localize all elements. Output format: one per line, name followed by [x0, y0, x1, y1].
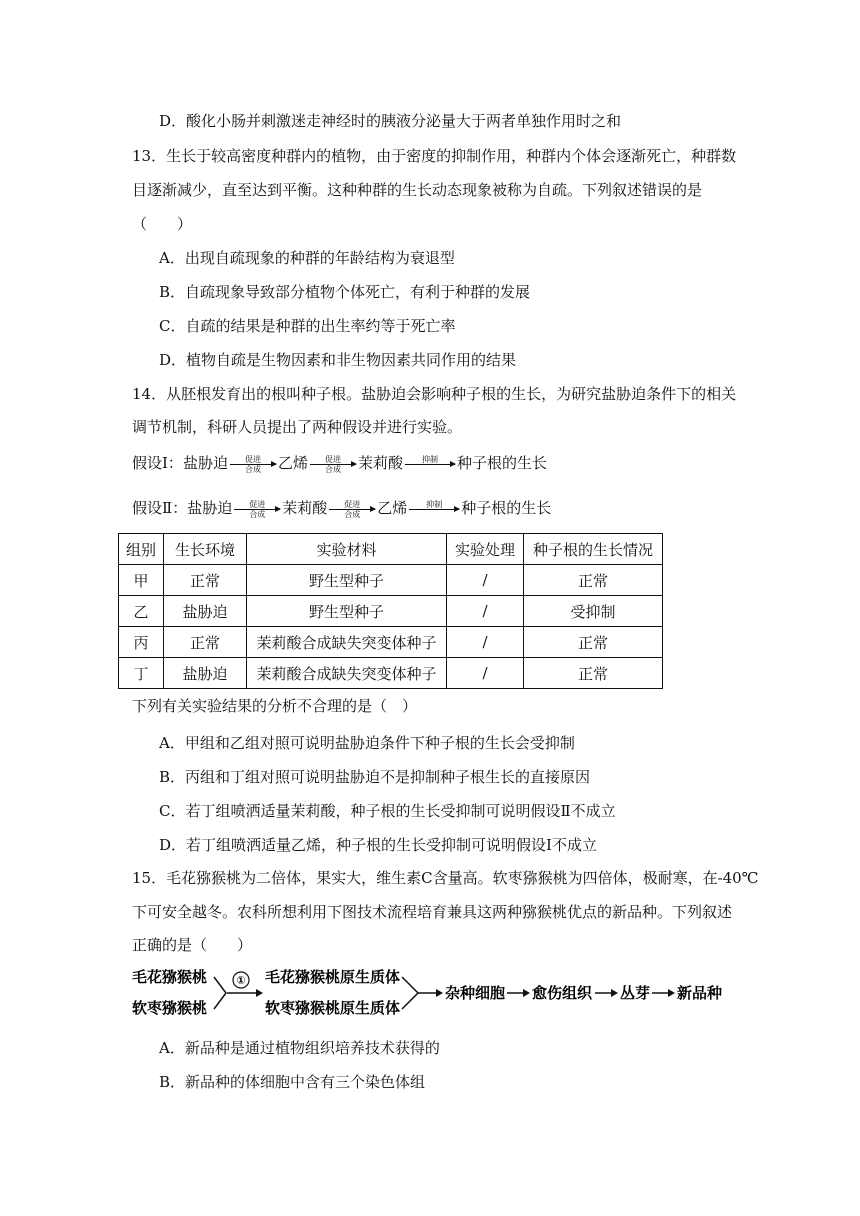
table-cell: 野生型种子	[247, 596, 447, 627]
h1-item: 种子根的生长	[456, 454, 547, 472]
table-header-cell: 实验材料	[247, 534, 447, 565]
flow-chain-3: 丛芽	[620, 984, 651, 1002]
q15-option-a: A．新品种是通过植物组织培养技术获得的	[159, 1039, 440, 1057]
table-row	[119, 658, 663, 689]
table-cell: 丙	[119, 627, 164, 658]
table-header-cell: 实验处理	[447, 534, 524, 565]
table-cell: 茉莉酸合成缺失突变体种子	[247, 658, 447, 689]
flow-protoplast-2: 软枣猕猴桃原生质体	[265, 999, 401, 1017]
arrow-head-icon	[668, 989, 675, 997]
q14-option-c: C．若丁组喷洒适量茉莉酸，种子根的生长受抑制可说明假设Ⅱ不成立	[159, 802, 616, 820]
q13-option-d: D．植物自疏是生物因素和非生物因素共同作用的结果	[159, 351, 517, 369]
promote-arrow: 促进 合成	[234, 500, 280, 519]
table-cell: 甲	[119, 565, 164, 596]
table-header-cell: 组别	[119, 534, 164, 565]
q15-stem-line-2: 下可安全越冬。农科所想利用下图技术流程培育兼具这两种猕猴桃优点的新品种。下列叙述	[132, 903, 733, 921]
flowchart-svg	[130, 965, 730, 1021]
table-cell: /	[447, 658, 524, 689]
hypothesis-1-label: 假设Ⅰ：	[132, 454, 183, 472]
table-row	[119, 627, 663, 658]
arrow-head-icon	[523, 989, 530, 997]
flow-chain-1: 杂种细胞	[445, 984, 506, 1002]
hypothesis-1	[132, 453, 547, 473]
table-cell: 乙	[119, 596, 164, 627]
flow-parent-2: 软枣猕猴桃	[132, 999, 208, 1017]
table-row	[119, 596, 663, 627]
table-cell: 正常	[164, 565, 247, 596]
q14-option-b: B．丙组和丁组对照可说明盐胁迫不是抑制种子根生长的直接原因	[159, 768, 591, 786]
h2-item: 茉莉酸	[282, 499, 328, 517]
promote-arrow: 促进 合成	[230, 455, 276, 474]
q15-stem-line-1: 15．毛花猕猴桃为二倍体，果实大，维生素C含量高。软枣猕猴桃为四倍体，极耐寒，在-40℃	[132, 869, 759, 887]
flow-step-label: ①	[236, 974, 246, 987]
promote-arrow: 促进 合成	[310, 455, 356, 474]
q12-option-d: D．酸化小肠并刺激迷走神经时的胰液分泌量大于两者单独作用时之和	[159, 112, 622, 130]
table-header-cell: 种子根的生长情况	[524, 534, 663, 565]
bracket-icon	[402, 977, 418, 1009]
q14-stem-line-1: 14．从胚根发育出的根叫种子根。盐胁迫会影响种子根的生长，为研究盐胁迫条件下的相关	[132, 385, 737, 403]
table-cell: 丁	[119, 658, 164, 689]
flow-protoplast-1: 毛花猕猴桃原生质体	[265, 968, 401, 986]
flow-chain-4: 新品种	[677, 984, 723, 1002]
table-cell: 正常	[524, 658, 663, 689]
q15-option-b: B．新品种的体细胞中含有三个染色体组	[159, 1073, 426, 1091]
q13-stem-line-2: 目逐渐减少，直至达到平衡。这种种群的生长动态现象被称为自疏。下列叙述错误的是	[132, 181, 703, 199]
q14-option-d: D．若丁组喷洒适量乙烯，种子根的生长受抑制可说明假设I不成立	[159, 836, 597, 854]
table-cell: 受抑制	[524, 596, 663, 627]
q13-option-a: A．出现自疏现象的种群的年龄结构为衰退型	[159, 249, 455, 267]
h1-item: 盐胁迫	[182, 454, 228, 472]
hypothesis-2	[132, 498, 551, 518]
table-cell: /	[447, 627, 524, 658]
q13-stem-line-3: （ ）	[132, 215, 193, 233]
h2-item: 种子根的生长	[461, 499, 552, 517]
q13-option-b: B．自疏现象导致部分植物个体死亡，有利于种群的发展	[159, 283, 531, 301]
q15-stem-line-3: 正确的是（ ）	[132, 936, 253, 954]
table-cell: 茉莉酸合成缺失突变体种子	[247, 627, 447, 658]
q14-question: 下列有关实验结果的分析不合理的是（ ）	[132, 697, 418, 715]
experiment-table	[118, 533, 663, 689]
inhibit-arrow: 抑制	[409, 500, 459, 519]
h1-item: 茉莉酸	[357, 454, 403, 472]
arrow-head-icon	[611, 989, 618, 997]
q13-stem-line-1: 13．生长于较高密度种群内的植物，由于密度的抑制作用，种群内个体会逐渐死亡，种群数	[132, 147, 737, 165]
q14-option-a: A．甲组和乙组对照可说明盐胁迫条件下种子根的生长会受抑制	[159, 734, 575, 752]
table-cell: 盐胁迫	[164, 596, 247, 627]
h1-item: 乙烯	[277, 454, 308, 472]
table-row	[119, 565, 663, 596]
table-cell: /	[447, 596, 524, 627]
table-header-cell: 生长环境	[164, 534, 247, 565]
flow-parent-1: 毛花猕猴桃	[132, 968, 208, 986]
promote-arrow: 促进 合成	[329, 500, 375, 519]
table-cell: 正常	[164, 627, 247, 658]
breeding-flowchart	[130, 965, 730, 1025]
table-cell: /	[447, 565, 524, 596]
table-cell: 野生型种子	[247, 565, 447, 596]
table-header-row	[119, 534, 663, 565]
bracket-icon	[214, 977, 226, 1009]
arrow-head-icon	[436, 989, 443, 997]
hypothesis-2-label: 假设Ⅱ：	[132, 499, 188, 517]
h2-item: 乙烯	[377, 499, 408, 517]
table-cell: 正常	[524, 627, 663, 658]
inhibit-arrow: 抑制	[405, 455, 455, 474]
q13-option-c: C．自疏的结果是种群的出生率约等于死亡率	[159, 317, 456, 335]
table-cell: 正常	[524, 565, 663, 596]
arrow-head-icon	[256, 989, 263, 997]
table-cell: 盐胁迫	[164, 658, 247, 689]
q14-stem-line-2: 调节机制，科研人员提出了两种假设并进行实验。	[132, 418, 463, 436]
h2-item: 盐胁迫	[187, 499, 233, 517]
flow-chain-2: 愈伤组织	[532, 984, 593, 1002]
